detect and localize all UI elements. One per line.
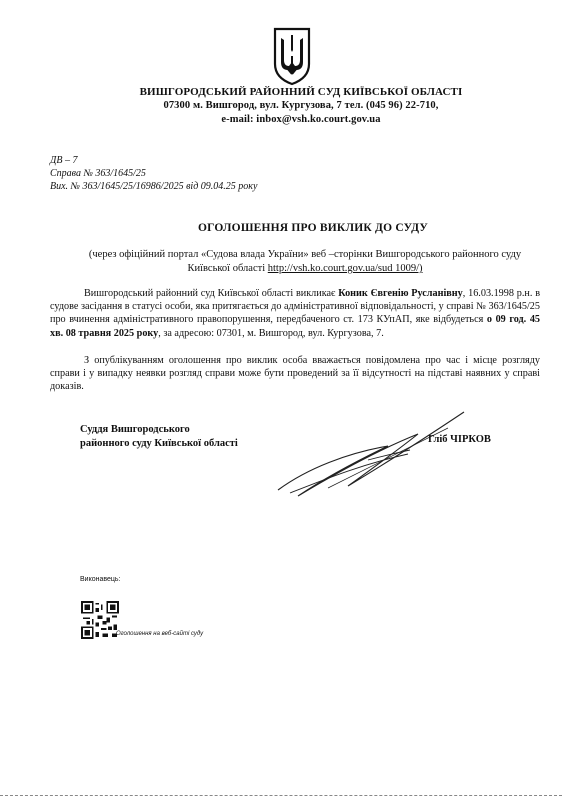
paragraph1-part-b: , 16.03.1998 р.н. в судове засідання в статусі особи, яка притягається до адміністративної відповідальності, у справі № 363/1645/25 про вчинення адміністративного правопорушення, передбаченого ст. 173 КУпАП, яке відбудеться <box>50 288 541 326</box>
coat-of-arms-icon <box>272 26 312 86</box>
document-code: ДВ – 7 <box>50 155 78 166</box>
qr-caption: Оголошення на веб-сайті суду <box>116 631 204 637</box>
judge-signature <box>268 398 468 508</box>
paragraph1-part-a: Вишгородський районний суд Київської області викликає <box>84 288 339 299</box>
subtitle <box>70 248 540 276</box>
summons-paragraph <box>50 287 540 340</box>
court-address: 07300 м. Вишгород, вул. Кургузова, 7 тел. (045 96) 22-710, <box>163 100 439 111</box>
qr-code-icon <box>80 601 120 639</box>
subtitle-text: (через офіційний портал «Судова влада України» веб –сторінки Вишгородського районного суду Київської області <box>88 249 522 274</box>
scan-edge-divider <box>0 795 562 796</box>
summoned-person-name: Коник Євгенію Русланівну <box>338 288 463 299</box>
notice-paragraph: З опублікуванням оголошення про виклик особа вважається повідомлена про час і місце розгляду справи і у випадку неявки розгляд справи може бути проведений за її відсутності на підставі наявних у справі доказів. <box>50 355 540 393</box>
document-references <box>50 154 257 193</box>
court-name: ВИШГОРОДСЬКИЙ РАЙОННИЙ СУД КИЇВСЬКОЇ ОБЛАСТІ <box>139 86 463 98</box>
paragraph1-part-c: , за адресою: 07301, м. Вишгород, вул. Кургузова, 7. <box>158 327 384 339</box>
case-number: Справа № 363/1645/25 <box>50 168 146 179</box>
court-email: e-mail: inbox@vsh.ko.court.gov.ua <box>221 114 381 125</box>
judge-title-line2: районного суду Київської області <box>80 438 238 449</box>
hearing-datetime: о 09 год. 45 хв. 08 травня 2025 року <box>50 314 541 339</box>
executor-label: Виконавець: <box>80 576 121 583</box>
judge-title-line1: Суддя Вишгородського <box>80 424 190 435</box>
judge-name: Гліб ЧІРКОВ <box>428 434 491 445</box>
judge-title <box>80 423 238 451</box>
court-website-link[interactable]: http://vsh.ko.court.gov.ua/sud 1009/) <box>267 263 423 274</box>
document-title: ОГОЛОШЕННЯ ПРО ВИКЛИК ДО СУДУ <box>197 222 429 234</box>
outgoing-number: Вих. № 363/1645/25/16986/2025 від 09.04.25 року <box>50 181 258 192</box>
